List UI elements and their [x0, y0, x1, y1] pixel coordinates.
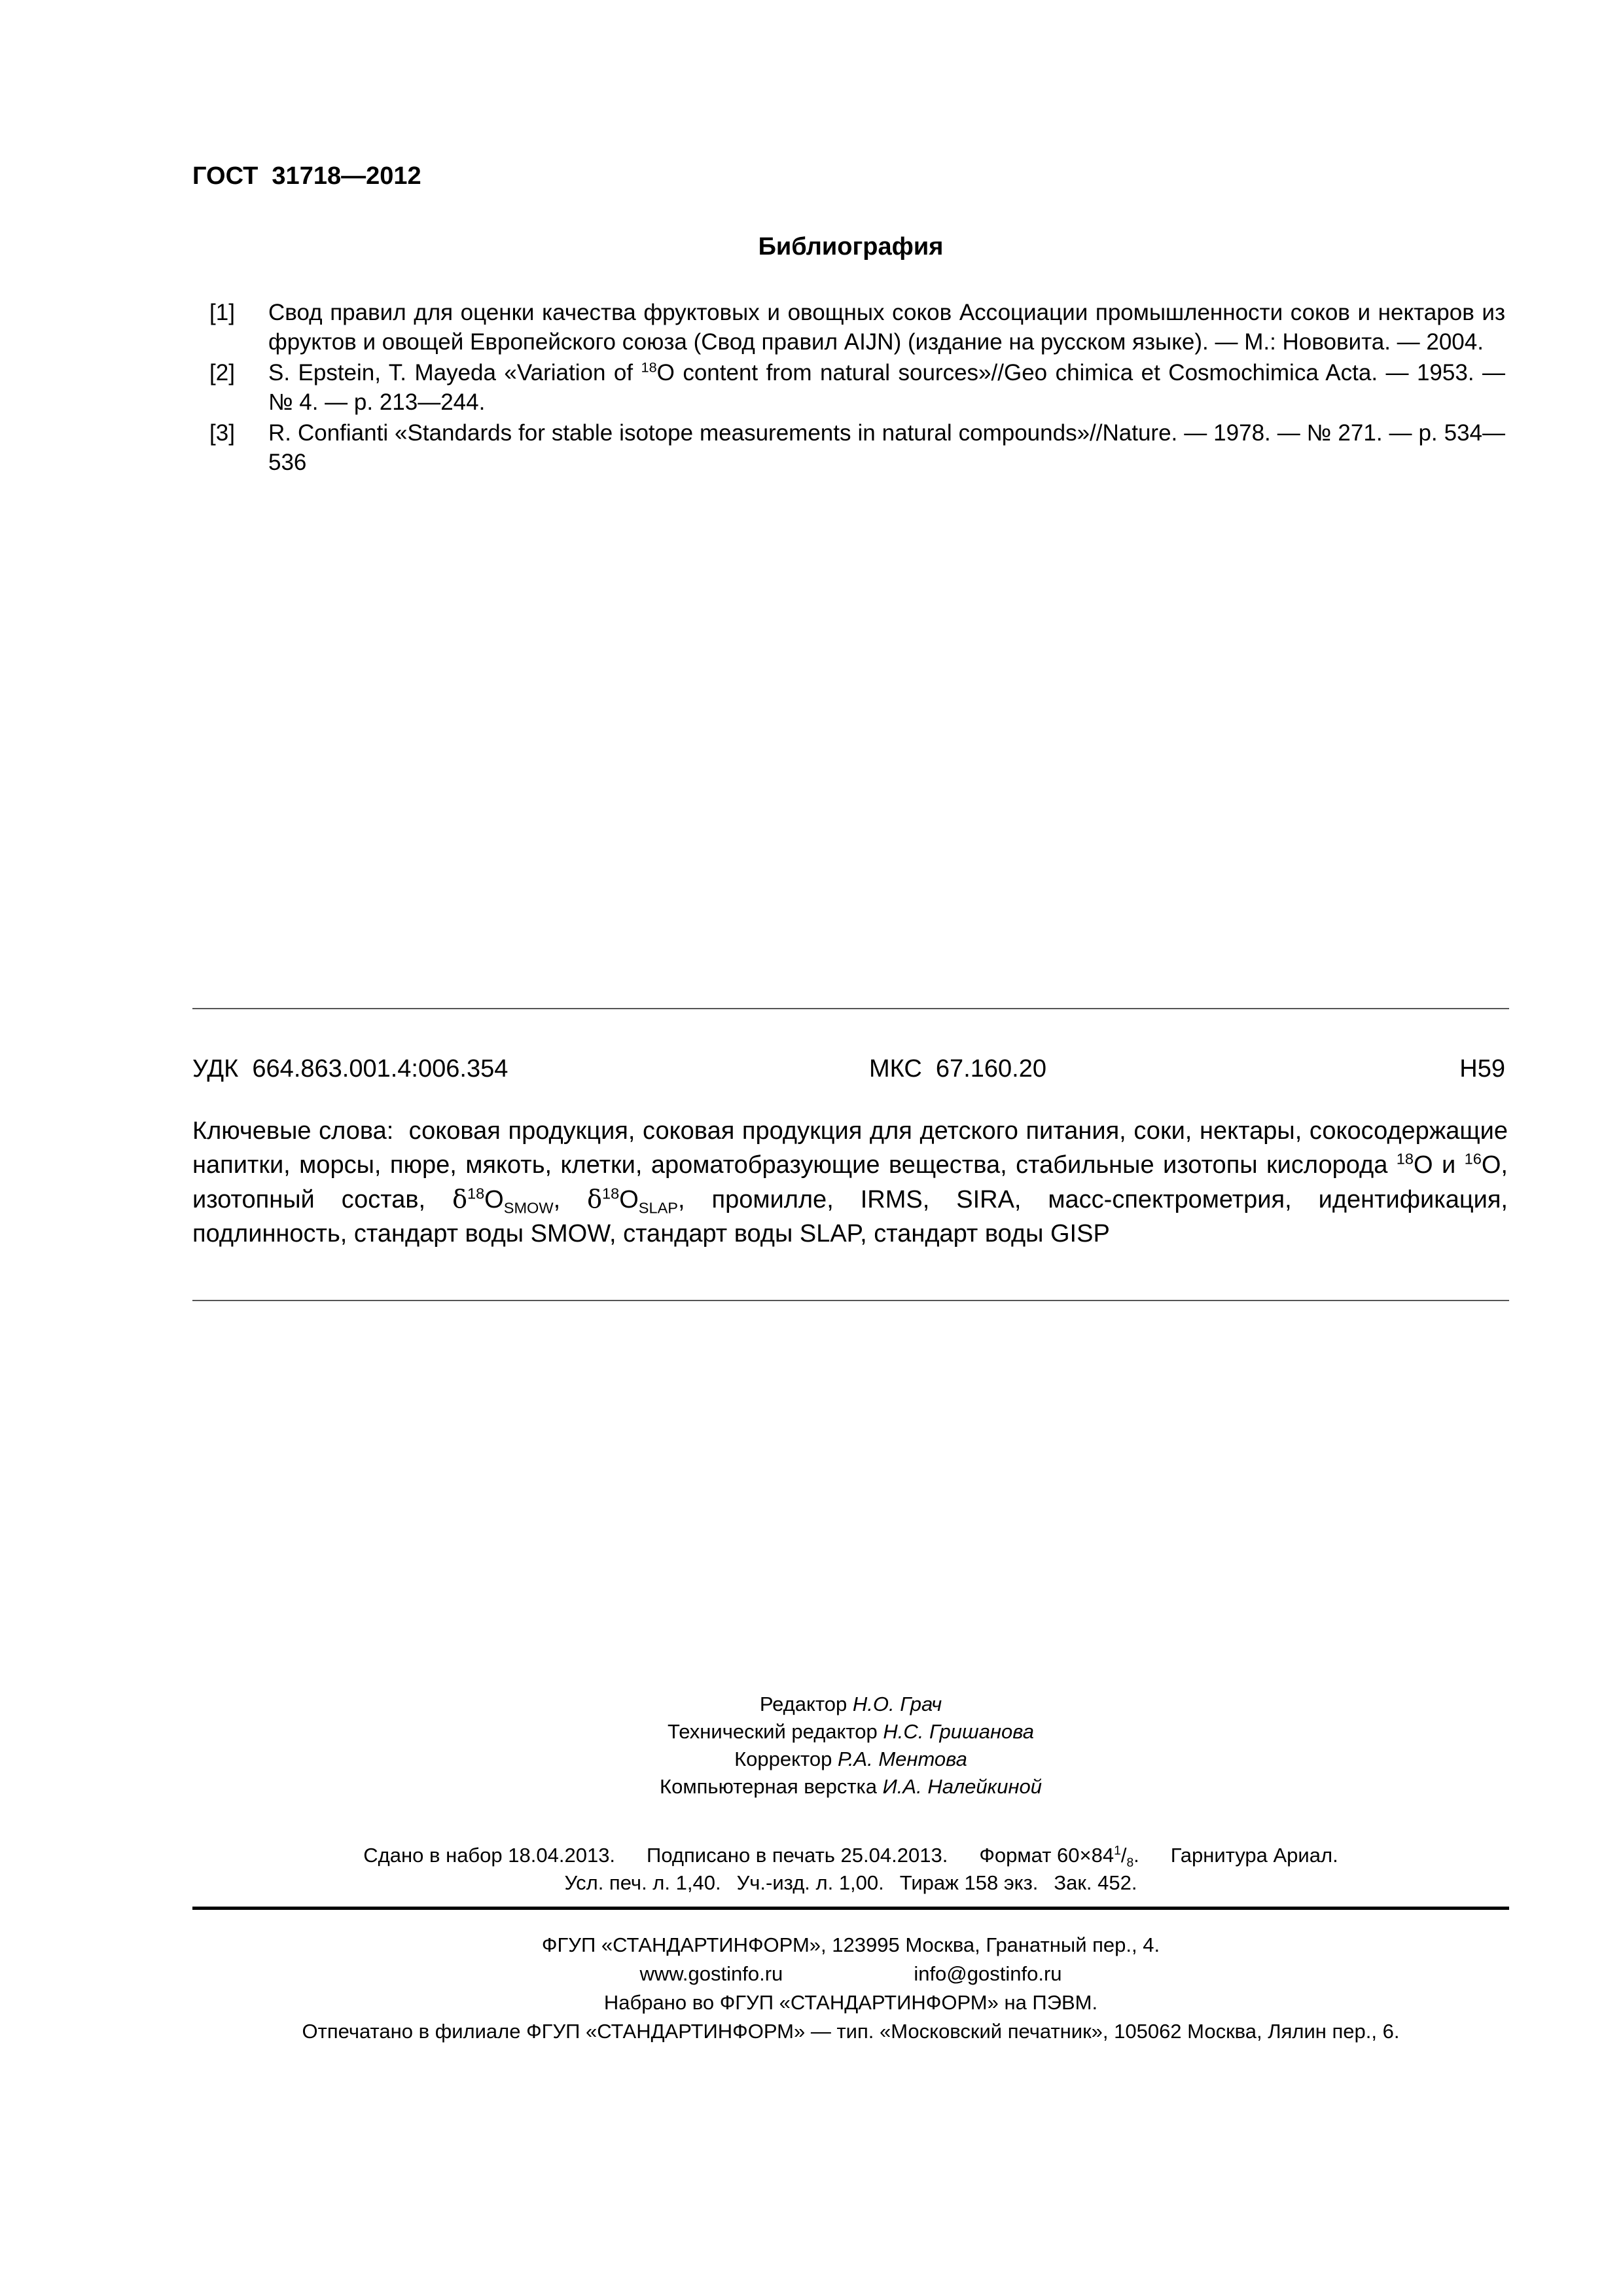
typeface: Гарнитура Ариал.	[1170, 1844, 1338, 1867]
fraction-denominator: 8	[1126, 1856, 1134, 1871]
credit-label: Редактор	[759, 1693, 853, 1715]
divider	[192, 1300, 1509, 1301]
mks-code: МКС 67.160.20	[869, 1055, 1046, 1083]
bibliography-item-text: R. Confianti «Standards for stable isotope measurements in natural compounds»//Nature. — 1978. — № 271. — p. 534—536	[268, 420, 1505, 475]
credit-layout	[0, 1773, 1623, 1801]
group-code: Н59	[1459, 1055, 1505, 1083]
keywords-text: O	[484, 1186, 504, 1213]
credit-label: Компьютерная верстка	[660, 1775, 883, 1798]
delta-symbol: δ	[587, 1185, 603, 1213]
bibliography-item-number: [2]	[209, 360, 235, 386]
credits	[0, 1691, 1623, 1801]
superscript: 18	[467, 1185, 485, 1202]
print-info-line	[0, 1869, 1623, 1897]
print-info-line: Сдано в набор 18.04.2013. Подписано в печать 25.04.2013. Формат $60\times 84^1/_8$. Гарнитура Ариал.	[363, 1844, 1338, 1871]
bibliography-title: Библиография	[758, 233, 944, 260]
credit-tech-editor	[0, 1718, 1623, 1746]
bibliography-text-part: S. Epstein, T. Mayeda «Variation of	[268, 360, 641, 386]
fraction-numerator: 1	[1114, 1844, 1121, 1858]
website-link[interactable]: www.gostinfo.ru	[639, 1962, 783, 1985]
publisher-info	[0, 1931, 1623, 2046]
credit-editor	[0, 1691, 1623, 1718]
email-link[interactable]: info@gostinfo.ru	[914, 1962, 1062, 1985]
publishing-sheets: Уч.-изд. л. 1,00.	[736, 1871, 884, 1894]
keywords	[192, 1114, 1508, 1251]
credit-label: Корректор	[734, 1748, 838, 1770]
publisher-contacts	[0, 1960, 1623, 1988]
bibliography-text-part: O content from natural sources»//Geo chimica et Cosmochimica Acta. — 1953. — № 4. — p. 213—244.	[268, 360, 1505, 415]
credit-label: Технический редактор	[668, 1720, 883, 1743]
udk-code: УДК 664.863.001.4:006.354	[192, 1055, 508, 1083]
typeset-note: Набрано во ФГУП «СТАНДАРТИНФОРМ» на ПЭВМ.	[603, 1991, 1098, 2014]
superscript: 16	[1464, 1150, 1482, 1168]
order-number: Зак. 452.	[1054, 1871, 1137, 1894]
keywords-text: соковая продукция, соковая продукция для детского питания, соки, нектары, сокосодержащие напитки, морсы, пюре, мякоть, клетки, ароматобразующие вещества, стабильные изотопы кислорода	[192, 1117, 1508, 1179]
keywords-label: Ключевые слова:	[192, 1117, 409, 1145]
bibliography-item-number: [3]	[209, 420, 235, 446]
credit-name: Н.С. Гришанова	[883, 1720, 1034, 1743]
standard-header: ГОСТ 31718—2012	[192, 162, 421, 190]
superscript: 18	[641, 359, 657, 376]
print-run: Тираж 158 экз.	[899, 1871, 1039, 1894]
bibliography-item	[209, 418, 1505, 477]
keywords-text: ,	[553, 1186, 588, 1213]
superscript: 18	[602, 1185, 620, 1202]
keywords-text: O и	[1414, 1151, 1465, 1179]
bibliography-item-text	[268, 358, 1505, 417]
credit-corrector	[0, 1746, 1623, 1773]
submitted-date: Сдано в набор 18.04.2013.	[363, 1844, 616, 1867]
credit-name: Р.А. Ментова	[837, 1748, 967, 1770]
bibliography-item-number: [1]	[209, 300, 235, 325]
subscript: SMOW	[503, 1199, 554, 1217]
bibliography-item	[209, 298, 1505, 357]
credit-name: Н.О. Грач	[852, 1693, 942, 1715]
publisher-address: ФГУП «СТАНДАРТИНФОРМ», 123995 Москва, Гранатный пер., 4.	[541, 1933, 1160, 1956]
printed-note: Отпечатано в филиале ФГУП «СТАНДАРТИНФОРМ» — тип. «Московский печатник», 105062 Москва, Лялин пер., 6.	[302, 2020, 1400, 2043]
superscript: 18	[1396, 1150, 1414, 1168]
divider-thick	[192, 1907, 1509, 1910]
paper-format: Формат 60×84	[979, 1844, 1115, 1867]
print-info	[0, 1842, 1623, 1897]
delta-symbol: δ	[452, 1185, 467, 1213]
keywords-text: O, изотопный состав,	[192, 1151, 1508, 1213]
keywords-text: , промилле, IRMS, SIRA, масс-спектрометрия, идентификация, подлинность, стандарт воды SMOW, стандарт воды SLAP, стандарт воды GISP	[192, 1186, 1508, 1247]
printed-sheets: Усл. печ. л. 1,40.	[564, 1871, 721, 1894]
divider	[192, 1008, 1509, 1009]
subscript: SLAP	[638, 1199, 678, 1217]
keywords-text: O	[619, 1186, 639, 1213]
bibliography-item-text: Свод правил для оценки качества фруктовых и овощных соков Ассоциации промышленности соков и нектаров из фруктов и овощей Европейского союза (Свод правил AIJN) (издание на русском языке). — М.: Нововита. — 2004.	[268, 300, 1505, 355]
bibliography-item	[209, 358, 1505, 417]
bibliography-list	[209, 298, 1505, 478]
credit-name: И.А. Налейкиной	[882, 1775, 1042, 1798]
signed-date: Подписано в печать 25.04.2013.	[647, 1844, 948, 1867]
